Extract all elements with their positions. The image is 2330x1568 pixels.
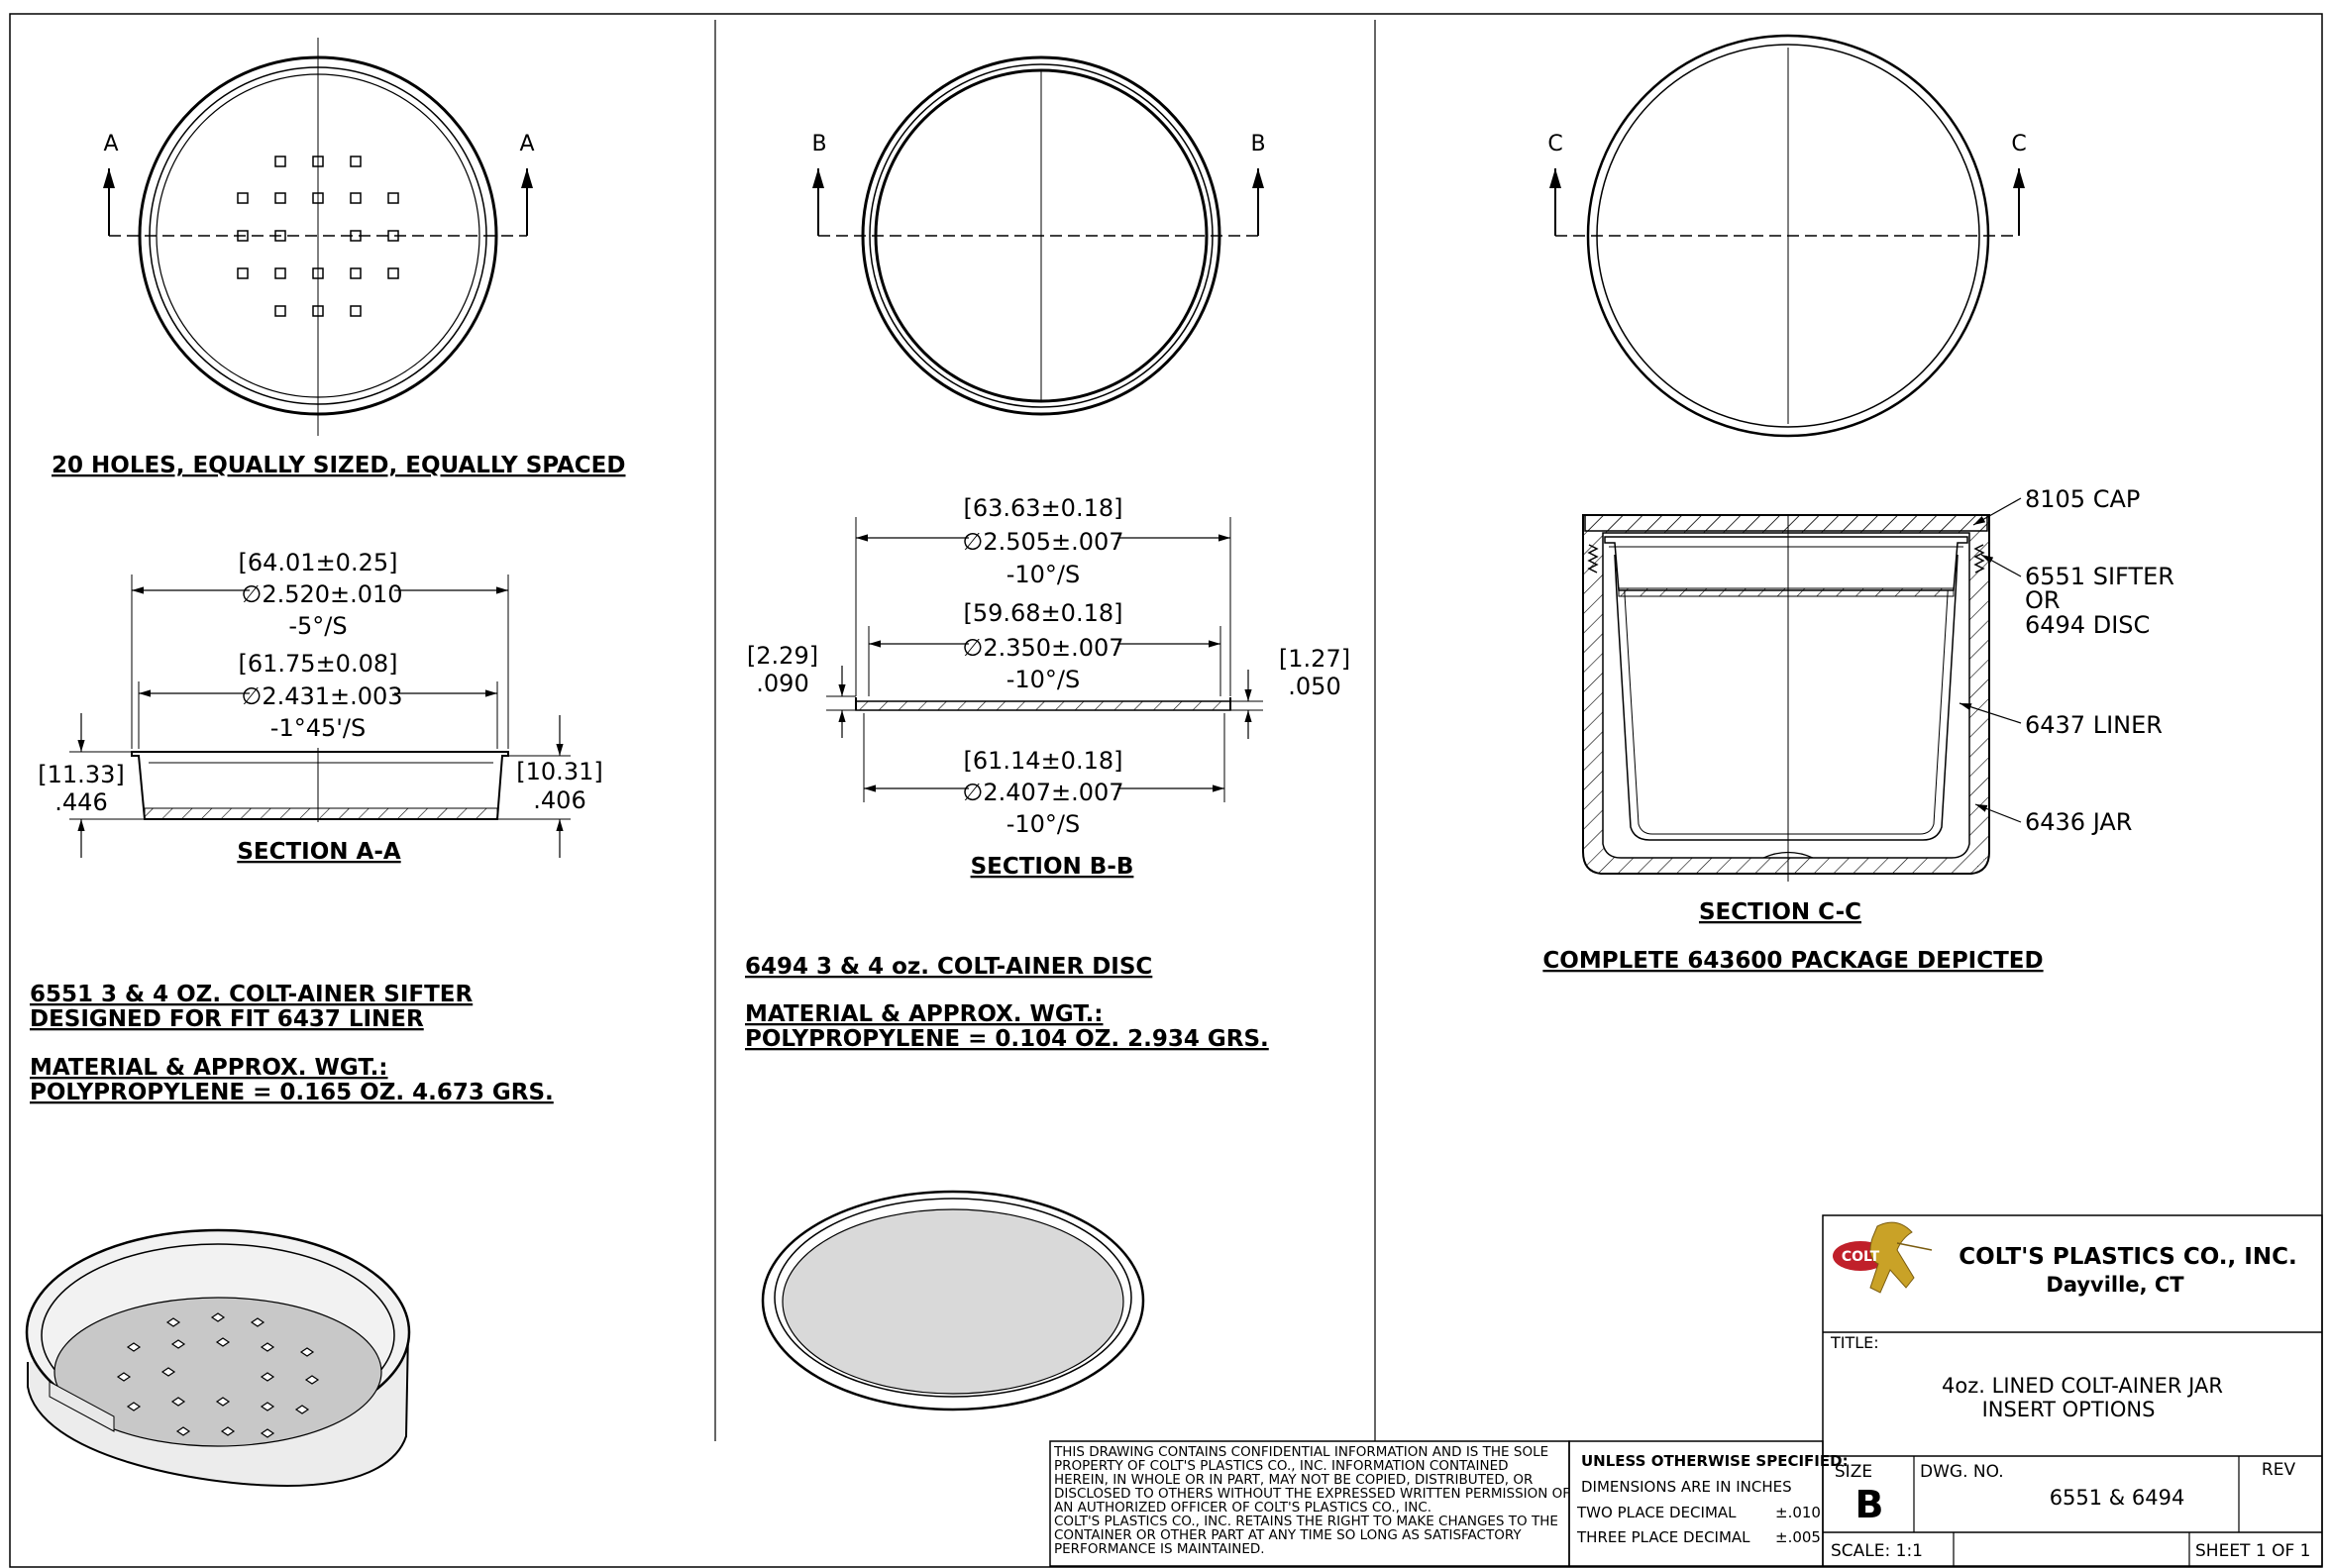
holes-note: 20 HOLES, EQUALLY SIZED, EQUALLY SPACED (52, 453, 626, 478)
notice-line3: HEREIN, IN WHOLE OR IN PART, MAY NOT BE COPIED, DISTRIBUTED, OR (1054, 1472, 1534, 1488)
sifter-hole (275, 306, 285, 316)
dim-a-right-mm: [10.31] (516, 758, 603, 785)
callout-liner: 6437 LINER (2025, 711, 2163, 739)
disc-desc-line1: 6494 3 & 4 oz. COLT-AINER DISC (745, 954, 1153, 980)
sifter-hole (275, 268, 285, 278)
sifter-hole (275, 157, 285, 166)
dim-a-inner-mm: [61.75±0.08] (238, 650, 398, 678)
cut-label-c-right: C (2011, 132, 2027, 157)
dim-a-left-mm: [11.33] (38, 761, 125, 788)
rev-label: REV (2261, 1460, 2296, 1480)
cut-label-c-left: C (1547, 132, 1563, 157)
view-a-top (103, 38, 534, 436)
sifter-mat-line1: MATERIAL & APPROX. WGT.: (30, 1055, 388, 1081)
section-c-c-assembly (1583, 498, 2021, 882)
package-note: COMPLETE 643600 PACKAGE DEPICTED (1542, 948, 2044, 974)
dim-a-inner-draft: -1°45'/S (269, 714, 367, 742)
tolerance-three-label: THREE PLACE DECIMAL (1577, 1528, 1750, 1546)
dim-a-outer-draft: -5°/S (288, 612, 348, 640)
view-b-top (811, 57, 1265, 414)
sifter-hole (351, 193, 361, 203)
size-value: B (1854, 1483, 1884, 1526)
notice-line5: AN AUTHORIZED OFFICER OF COLT'S PLASTICS CO., INC. (1054, 1500, 1432, 1516)
dim-a-outer-mm: [64.01±0.25] (238, 549, 398, 576)
tolerance-two-label: TWO PLACE DECIMAL (1577, 1504, 1737, 1521)
scale-label: SCALE: 1:1 (1831, 1541, 1923, 1561)
notice-line4: DISCLOSED TO OTHERS WITHOUT THE EXPRESSED WRITTEN PERMISSION OF (1054, 1486, 1571, 1502)
tolerance-block (1569, 1441, 1849, 1566)
title-line2: INSERT OPTIONS (1981, 1398, 2156, 1421)
notice-line7: CONTAINER OR OTHER PART AT ANY TIME SO LONG AS SATISFACTORY (1054, 1527, 1522, 1543)
disc-isometric-view (763, 1192, 1143, 1410)
callout-sifter-1: 6551 SIFTER (2025, 563, 2174, 590)
sifter-hole (388, 193, 398, 203)
tolerance-units: DIMENSIONS ARE IN INCHES (1581, 1478, 1792, 1496)
dwg-no-value: 6551 & 6494 (2049, 1486, 2185, 1510)
section-a-a-title: SECTION A-A (237, 839, 401, 865)
colts-logo (1833, 1222, 1932, 1293)
sifter-hole (351, 268, 361, 278)
company-location: Dayville, CT (2046, 1273, 2184, 1297)
dim-a-left-in: .446 (54, 788, 108, 816)
title-block (1823, 1215, 2322, 1566)
company-name: COLT'S PLASTICS CO., INC. (1959, 1244, 2297, 1270)
dim-b-mid-mm: [59.68±0.18] (963, 599, 1123, 627)
callout-jar: 6436 JAR (2025, 808, 2133, 836)
tolerance-three-value: ±.005 (1775, 1528, 1821, 1546)
section-b-b-title: SECTION B-B (970, 854, 1134, 880)
dim-a-outer-in: ∅2.520±.010 (241, 580, 403, 608)
tolerance-two-value: ±.010 (1775, 1504, 1821, 1521)
callout-sifter-3: 6494 DISC (2025, 611, 2151, 639)
sifter-desc-line1: 6551 3 & 4 OZ. COLT-AINER SIFTER (30, 982, 474, 1007)
dim-b-right-in: .050 (1288, 673, 1341, 700)
sifter-hole (238, 193, 248, 203)
section-c-c-title: SECTION C-C (1698, 899, 1862, 925)
callout-cap: 8105 CAP (2025, 485, 2141, 513)
notice-line1: THIS DRAWING CONTAINS CONFIDENTIAL INFORMATION AND IS THE SOLE (1054, 1444, 1549, 1460)
title-line1: 4oz. LINED COLT-AINER JAR (1942, 1374, 2223, 1398)
sheet-label: SHEET 1 OF 1 (2195, 1541, 2311, 1561)
cut-label-a-left: A (103, 132, 119, 157)
notice-line6: COLT'S PLASTICS CO., INC. RETAINS THE RIGHT TO MAKE CHANGES TO THE (1054, 1514, 1558, 1529)
confidential-notice (1050, 1441, 1570, 1566)
sifter-isometric-view (27, 1230, 409, 1486)
dim-b-left-in: .090 (756, 670, 809, 697)
dim-b-mid-draft: -10°/S (1006, 666, 1081, 693)
dim-b-right-mm: [1.27] (1278, 645, 1351, 673)
callout-sifter-2: OR (2025, 586, 2061, 614)
dim-b-bot-in: ∅2.407±.007 (962, 779, 1124, 806)
dim-a-inner-in: ∅2.431±.003 (241, 682, 403, 710)
dim-b-mid-in: ∅2.350±.007 (962, 634, 1124, 662)
cut-label-a-right: A (519, 132, 535, 157)
title-label: TITLE: (1831, 1333, 1879, 1352)
dim-b-top-mm: [63.63±0.18] (963, 494, 1123, 522)
dim-b-left-mm: [2.29] (746, 642, 819, 670)
notice-line2: PROPERTY OF COLT'S PLASTICS CO., INC. INFORMATION CONTAINED (1054, 1458, 1509, 1474)
sifter-hole (351, 157, 361, 166)
sifter-hole (388, 268, 398, 278)
sifter-hole (275, 193, 285, 203)
dim-b-bot-draft: -10°/S (1006, 810, 1081, 838)
sifter-hole (238, 268, 248, 278)
cut-label-b-right: B (1250, 132, 1266, 157)
dim-a-right-in: .406 (533, 786, 586, 814)
view-c-top (1547, 36, 2026, 436)
dim-b-bot-mm: [61.14±0.18] (963, 747, 1123, 775)
disc-mat-line1: MATERIAL & APPROX. WGT.: (745, 1001, 1104, 1027)
notice-line8: PERFORMANCE IS MAINTAINED. (1054, 1541, 1265, 1557)
tolerance-title: UNLESS OTHERWISE SPECIFIED: (1581, 1452, 1849, 1470)
sifter-mat-line2: POLYPROPYLENE = 0.165 OZ. 4.673 GRS. (30, 1080, 554, 1105)
dim-b-top-in: ∅2.505±.007 (962, 528, 1124, 556)
dim-b-top-draft: -10°/S (1006, 561, 1081, 588)
size-label: SIZE (1834, 1462, 1873, 1482)
cut-label-b-left: B (811, 132, 827, 157)
sifter-desc-line2: DESIGNED FOR FIT 6437 LINER (30, 1006, 424, 1032)
sifter-hole (351, 306, 361, 316)
dwg-no-label: DWG. NO. (1920, 1462, 2004, 1482)
logo-text: COLT (1841, 1249, 1880, 1265)
disc-mat-line2: POLYPROPYLENE = 0.104 OZ. 2.934 GRS. (745, 1026, 1269, 1052)
